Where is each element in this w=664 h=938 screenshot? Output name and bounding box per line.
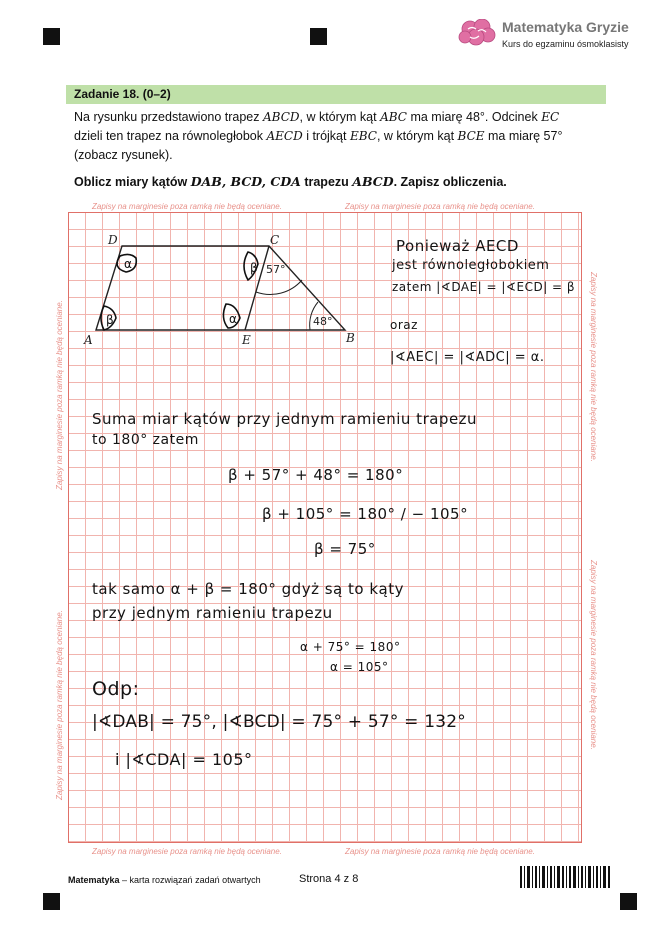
hw-line-6: Suma miar kątów przy jednym ramieniu trapezu (92, 410, 478, 428)
trapezoid-outline (96, 246, 345, 330)
margin-note-left-2: Zapisy na marginesie poza ramką nie będą oceniane. (55, 610, 64, 800)
math: ABCD (262, 110, 300, 124)
text: Oblicz miary kątów (74, 175, 191, 189)
hw-line-14: α = 105° (330, 660, 389, 674)
hw-line-1: Ponieważ AECD (396, 237, 519, 255)
margin-note-right-1: Zapisy na marginesie poza ramką nie będą oceniane. (589, 272, 598, 462)
angle-label-c: 57° (266, 263, 286, 276)
hw-line-12: przy jednym ramieniu trapezu (92, 604, 333, 622)
margin-note-bottom-left: Zapisy na marginesie poza ramką nie będą oceniane. (92, 847, 282, 856)
hw-line-7: to 180° zatem (92, 432, 199, 448)
hw-line-16: |∢DAB| = 75°, |∢BCD| = 75° + 57° = 132° (92, 712, 466, 732)
hw-line-3: zatem |∢DAE| = |∢ECD| = β (392, 280, 576, 294)
margin-note-top-left: Zapisy na marginesie poza ramką nie będą oceniane. (92, 202, 282, 211)
math: AECD (266, 129, 303, 143)
vertex-label-e: E (242, 333, 251, 347)
text: trapezu (300, 175, 353, 189)
math: EBC (349, 129, 377, 143)
barcode-icon (520, 866, 612, 888)
text: , w którym kąt (299, 110, 381, 124)
mark-alpha-e: α (229, 312, 237, 326)
task-title: Zadanie 18. (0–2) (74, 87, 171, 101)
hw-line-5: |∢AEC| = |∢ADC| = α. (390, 350, 545, 365)
margin-note-right-2: Zapisy na marginesie poza ramką nie będą oceniane. (589, 560, 598, 750)
angle-label-b: 48° (313, 315, 333, 328)
text: , w którym kąt (376, 129, 458, 143)
hw-line-4: oraz (390, 318, 418, 332)
math: ABCD (352, 174, 394, 189)
vertex-label-c: C (270, 233, 280, 247)
text: . Zapisz obliczenia. (393, 175, 507, 189)
margin-note-left-1: Zapisy na marginesie poza ramką nie będą oceniane. (55, 300, 64, 490)
mark-alpha-d: α (124, 257, 132, 271)
hw-line-10: β = 75° (314, 540, 376, 558)
mark-beta-c: β (250, 261, 258, 275)
vertex-label-d: D (108, 233, 118, 247)
math: BCE (457, 129, 485, 143)
footer-subject (68, 875, 261, 885)
vertex-label-a: A (84, 333, 93, 347)
text: dzieli ten trapez na równoległobok (74, 129, 267, 143)
margin-note-top-right: Zapisy na marginesie poza ramką nie będą oceniane. (345, 202, 535, 211)
task-line-3: (zobacz rysunek). (74, 148, 173, 162)
page-number: Strona 4 z 8 (299, 873, 359, 885)
vertex-label-b: B (346, 331, 355, 345)
margin-note-bottom-right: Zapisy na marginesie poza ramką nie będą oceniane. (345, 847, 535, 856)
hw-line-8: β + 57° + 48° = 180° (228, 466, 404, 484)
footer-subject-desc: – karta rozwiązań zadań otwartych (119, 875, 261, 885)
text: i trójkąt (302, 129, 350, 143)
hw-line-2: jest równoległobokiem (392, 258, 550, 273)
text: ma miarę 48°. Odcinek (406, 110, 542, 124)
math: DAB, BCD, CDA (190, 174, 301, 189)
angle-arc-c (256, 280, 302, 294)
hw-line-17: i |∢CDA| = 105° (115, 750, 253, 769)
math: EC (541, 110, 560, 124)
text: Na rysunku przedstawiono trapez (74, 110, 263, 124)
mark-beta-a: β (106, 313, 114, 327)
hw-line-9: β + 105° = 180° / − 105° (262, 505, 469, 523)
hw-line-11: tak samo α + β = 180° gdyż są to kąty (92, 580, 404, 598)
text: ma miarę 57° (484, 129, 563, 143)
hw-line-13: α + 75° = 180° (300, 640, 401, 654)
brand-subtitle: Kurs do egzaminu ósmoklasisty (502, 39, 629, 49)
hw-line-15: Odp: (92, 678, 140, 700)
math: ABC (380, 110, 407, 124)
footer-subject-bold: Matematyka (68, 875, 120, 885)
brand-name: Matematyka Gryzie (502, 19, 629, 35)
